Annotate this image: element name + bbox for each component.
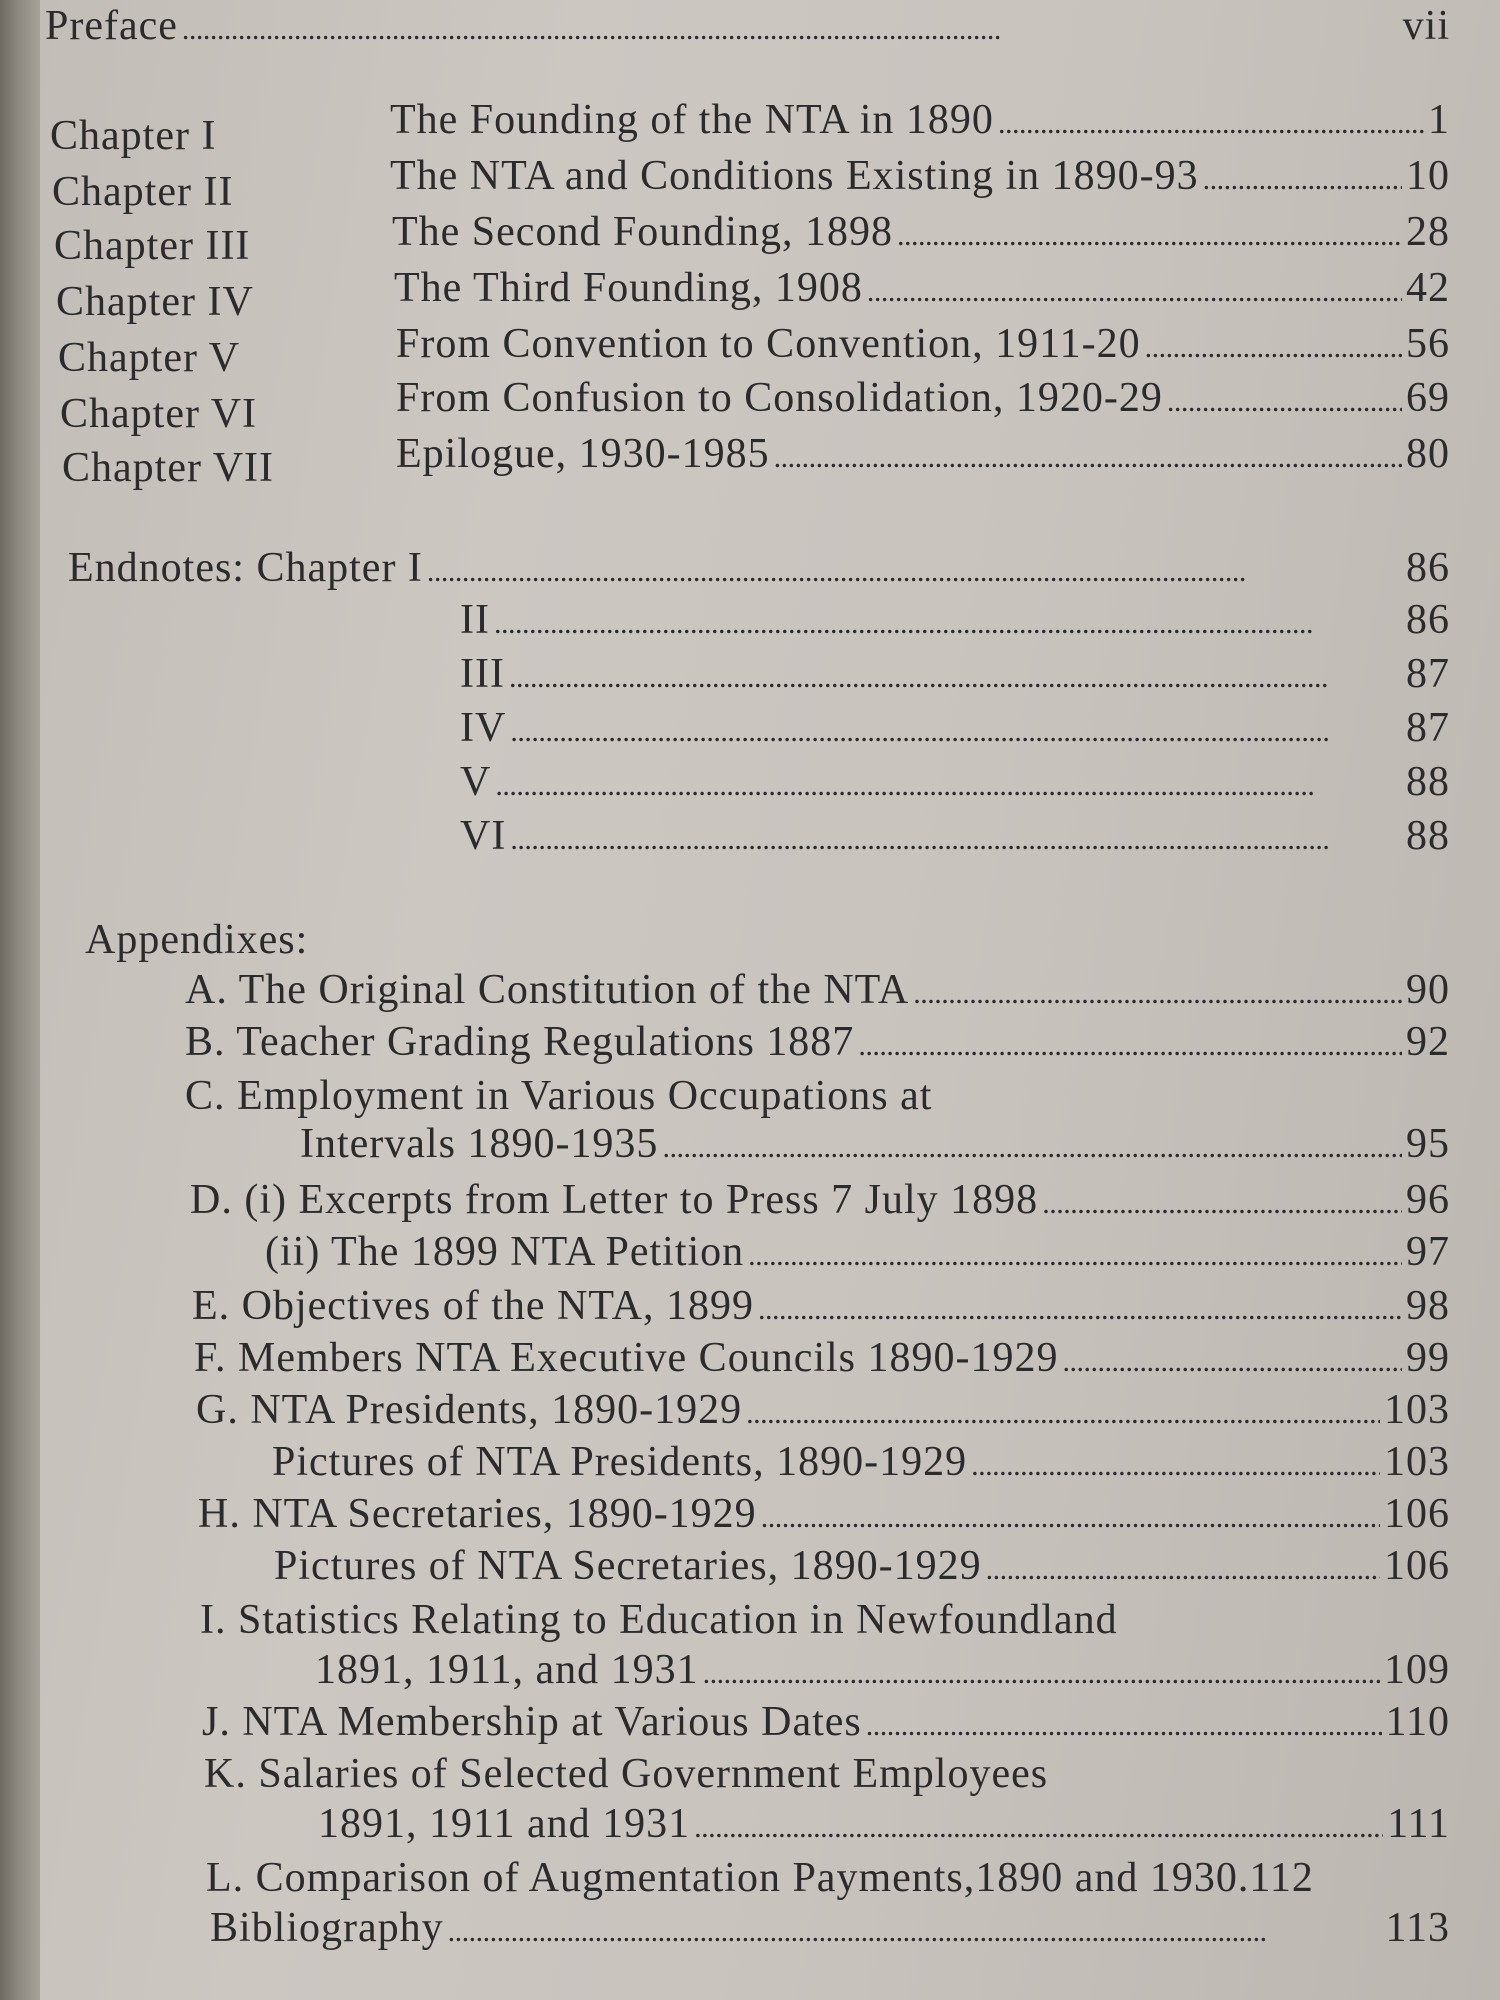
dot-leader bbox=[1167, 374, 1402, 422]
chapter-title: The Third Founding, 1908 bbox=[394, 265, 863, 311]
page-number: 99 bbox=[1406, 1335, 1450, 1381]
dot-leader bbox=[427, 544, 1402, 592]
page-number: 109 bbox=[1384, 1647, 1450, 1693]
appendix-title: Pictures of NTA Presidents, 1890-1929 bbox=[272, 1439, 968, 1485]
chapter-label: Chapter IV bbox=[56, 279, 254, 325]
toc-entry-appendix bbox=[185, 1018, 1450, 1066]
chapter-title: From Confusion to Consolidation, 1920-29 bbox=[396, 375, 1163, 421]
dot-leader bbox=[897, 208, 1402, 256]
chapter-label: Chapter III bbox=[54, 223, 251, 269]
page-number: 110 bbox=[1385, 1699, 1450, 1745]
dot-leader bbox=[510, 704, 1402, 752]
appendix-title: I. Statistics Relating to Education in Newfoundland bbox=[200, 1597, 1118, 1643]
chapter-label: Chapter II bbox=[52, 169, 234, 215]
toc-entry-chapter bbox=[392, 208, 1450, 256]
dot-leader bbox=[748, 1228, 1402, 1276]
page-number: 111 bbox=[1387, 1801, 1450, 1847]
appendix-title: 1891, 1911, and 1931 bbox=[315, 1647, 699, 1693]
dot-leader bbox=[694, 1800, 1383, 1848]
page-number: 97 bbox=[1406, 1229, 1450, 1275]
toc-entry-appendix bbox=[194, 1334, 1450, 1382]
dot-leader bbox=[858, 1018, 1402, 1066]
page-number: 86 bbox=[1406, 545, 1450, 591]
toc-entry-endnote bbox=[460, 812, 1450, 860]
page-number: 98 bbox=[1406, 1283, 1450, 1329]
dot-leader bbox=[866, 1698, 1382, 1746]
toc-entry-appendix bbox=[196, 1386, 1450, 1434]
dot-leader bbox=[494, 596, 1402, 644]
appendix-title: D. (i) Excerpts from Letter to Press 7 July 1898 bbox=[190, 1177, 1039, 1223]
page-number: 80 bbox=[1406, 431, 1450, 477]
page-number: 96 bbox=[1406, 1177, 1450, 1223]
dot-leader bbox=[998, 96, 1424, 144]
endnote-label: IV bbox=[460, 705, 507, 751]
page-number: 88 bbox=[1406, 759, 1450, 805]
toc-entry-appendix bbox=[190, 1176, 1450, 1224]
dot-leader bbox=[758, 1282, 1402, 1330]
appendix-title: L. Comparison of Augmentation Payments,1890 and 1930.112 bbox=[206, 1855, 1314, 1901]
page-number: 92 bbox=[1406, 1019, 1450, 1065]
dot-leader bbox=[986, 1542, 1380, 1590]
chapter-label: Chapter VI bbox=[60, 391, 258, 437]
toc-entry-appendix bbox=[192, 1282, 1450, 1330]
chapter-title: The Founding of the NTA in 1890 bbox=[390, 97, 994, 143]
endnotes-heading: Endnotes: Chapter I bbox=[68, 545, 423, 591]
dot-leader bbox=[495, 758, 1402, 806]
dot-leader bbox=[867, 264, 1402, 312]
entry-label: Preface bbox=[45, 3, 178, 49]
dot-leader bbox=[182, 2, 1399, 50]
dot-leader bbox=[774, 430, 1402, 478]
page-number: 87 bbox=[1406, 651, 1450, 697]
toc-entry-chapter bbox=[396, 320, 1450, 368]
page-number: 87 bbox=[1406, 705, 1450, 751]
dot-leader bbox=[703, 1646, 1380, 1694]
page-number: 113 bbox=[1385, 1905, 1450, 1951]
toc-entry-endnote bbox=[460, 758, 1450, 806]
toc-entry-chapter bbox=[396, 430, 1450, 478]
dot-leader bbox=[913, 966, 1402, 1014]
toc-entry-appendix bbox=[315, 1646, 1450, 1694]
dot-leader bbox=[1063, 1334, 1402, 1382]
bibliography-title: Bibliography bbox=[210, 1905, 444, 1951]
toc-entry-bibliography bbox=[210, 1904, 1450, 1952]
toc-entry-appendix bbox=[300, 1120, 1450, 1168]
dot-leader bbox=[971, 1438, 1380, 1486]
appendix-title: 1891, 1911 and 1931 bbox=[318, 1801, 691, 1847]
endnote-label: VI bbox=[460, 813, 507, 859]
appendix-title: C. Employment in Various Occupations at bbox=[185, 1073, 933, 1119]
dot-leader bbox=[448, 1904, 1382, 1952]
toc-entry-appendix bbox=[202, 1698, 1450, 1746]
page-number: 1 bbox=[1428, 97, 1450, 143]
toc-page bbox=[40, 0, 1500, 2000]
page-number: 10 bbox=[1406, 153, 1450, 199]
chapter-title: The Second Founding, 1898 bbox=[392, 209, 893, 255]
book-spine bbox=[0, 0, 40, 2000]
page-number: 90 bbox=[1406, 967, 1450, 1013]
appendix-title: E. Objectives of the NTA, 1899 bbox=[192, 1283, 755, 1329]
dot-leader bbox=[1203, 152, 1402, 200]
toc-entry-chapter bbox=[390, 152, 1450, 200]
appendix-title: B. Teacher Grading Regulations 1887 bbox=[185, 1019, 855, 1065]
toc-entry-appendix bbox=[185, 966, 1450, 1014]
toc-entry-appendix bbox=[318, 1800, 1450, 1848]
toc-entry-chapter bbox=[390, 96, 1450, 144]
toc-entry-endnote bbox=[460, 596, 1450, 644]
page-number: vii bbox=[1402, 3, 1450, 49]
page-number: 106 bbox=[1384, 1543, 1450, 1589]
dot-leader bbox=[1145, 320, 1402, 368]
toc-entry-endnote bbox=[460, 704, 1450, 752]
toc-entry-chapter bbox=[394, 264, 1450, 312]
appendix-title: F. Members NTA Executive Councils 1890-1929 bbox=[194, 1335, 1059, 1381]
dot-leader bbox=[761, 1490, 1380, 1538]
appendix-title: A. The Original Constitution of the NTA bbox=[185, 967, 910, 1013]
chapter-label: Chapter I bbox=[50, 113, 217, 159]
chapter-label: Chapter VII bbox=[62, 445, 274, 491]
page-number: 95 bbox=[1406, 1121, 1450, 1167]
toc-entry-endnote bbox=[460, 650, 1450, 698]
dot-leader bbox=[662, 1120, 1402, 1168]
chapter-title: From Convention to Convention, 1911-20 bbox=[396, 321, 1141, 367]
page-number: 88 bbox=[1406, 813, 1450, 859]
appendix-title: J. NTA Membership at Various Dates bbox=[202, 1699, 862, 1745]
dot-leader bbox=[510, 812, 1402, 860]
page-number: 103 bbox=[1384, 1439, 1450, 1485]
endnote-label: III bbox=[460, 651, 505, 697]
endnote-label: V bbox=[460, 759, 492, 805]
appendix-title: G. NTA Presidents, 1890-1929 bbox=[196, 1387, 743, 1433]
appendix-title: (ii) The 1899 NTA Petition bbox=[265, 1229, 745, 1275]
page-number: 28 bbox=[1406, 209, 1450, 255]
page-number: 42 bbox=[1406, 265, 1450, 311]
page-number: 103 bbox=[1384, 1387, 1450, 1433]
chapter-label: Chapter V bbox=[58, 335, 241, 381]
page-number: 69 bbox=[1406, 375, 1450, 421]
page-number: 56 bbox=[1406, 321, 1450, 367]
toc-entry-endnotes bbox=[68, 544, 1450, 592]
appendixes-heading: Appendixes: bbox=[85, 917, 309, 963]
toc-entry-appendix bbox=[272, 1438, 1450, 1486]
dot-leader bbox=[746, 1386, 1380, 1434]
toc-entry-appendix bbox=[265, 1228, 1450, 1276]
toc-entry-appendix bbox=[198, 1490, 1450, 1538]
toc-entry-chapter bbox=[396, 374, 1450, 422]
appendix-title: Intervals 1890-1935 bbox=[300, 1121, 659, 1167]
page-number: 86 bbox=[1406, 597, 1450, 643]
appendix-title: H. NTA Secretaries, 1890-1929 bbox=[198, 1491, 757, 1537]
appendix-title: K. Salaries of Selected Government Employees bbox=[204, 1751, 1049, 1797]
endnote-label: II bbox=[460, 597, 490, 643]
appendix-title: Pictures of NTA Secretaries, 1890-1929 bbox=[274, 1543, 982, 1589]
chapter-title: Epilogue, 1930-1985 bbox=[396, 431, 770, 477]
dot-leader bbox=[509, 650, 1402, 698]
dot-leader bbox=[1042, 1176, 1402, 1224]
toc-entry-preface bbox=[45, 2, 1450, 50]
page-number: 106 bbox=[1384, 1491, 1450, 1537]
chapter-title: The NTA and Conditions Existing in 1890-93 bbox=[390, 153, 1199, 199]
toc-entry-appendix bbox=[274, 1542, 1450, 1590]
